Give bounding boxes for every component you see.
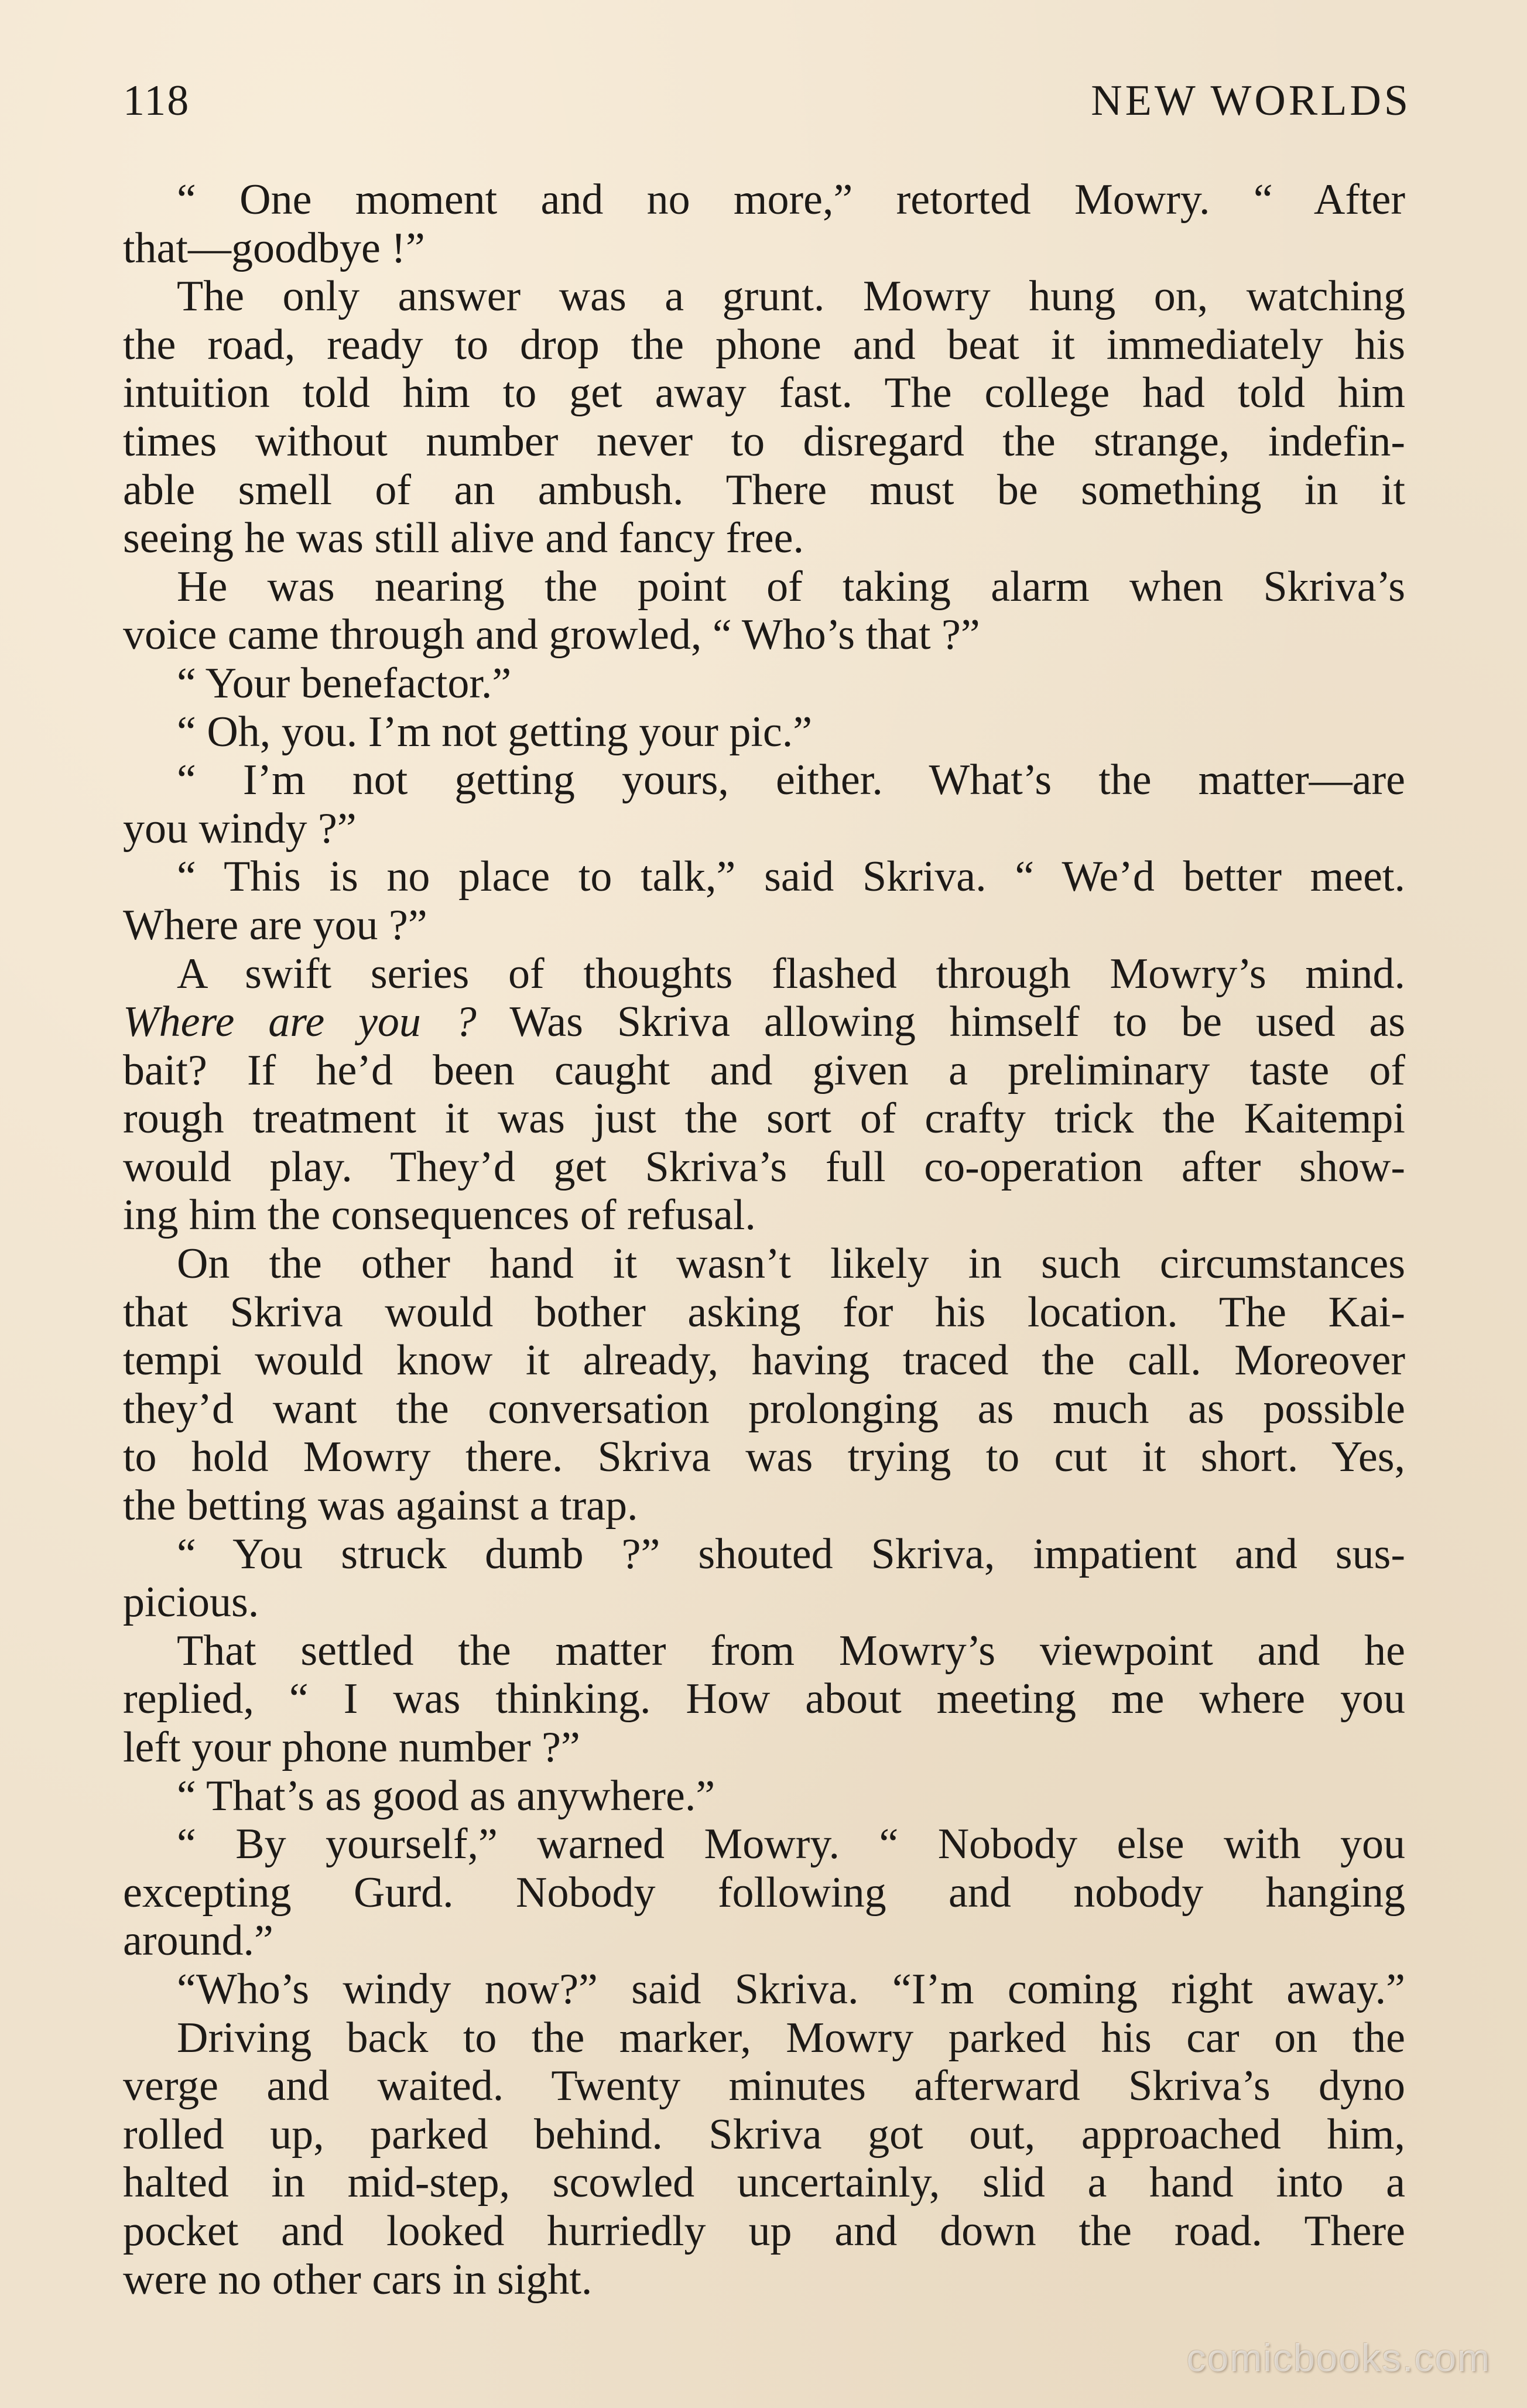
text-line: “ By yourself,” warned Mowry. “ Nobody else with you [177, 1820, 1405, 1869]
text-line: around.” [123, 1917, 273, 1965]
body-text [123, 176, 1405, 2304]
text-line: “ Your benefactor.” [177, 659, 512, 707]
text-line: that Skriva would bother asking for his location. The Kai- [123, 1288, 1405, 1336]
text-line: “ You struck dumb ?” shouted Skriva, impatient and sus- [177, 1530, 1405, 1578]
text-line: Where are you ?” [123, 901, 427, 949]
text-line: The only answer was a grunt. Mowry hung on, watching [177, 272, 1405, 321]
text-run: Was Skriva allowing himself to be used as [476, 998, 1405, 1046]
text-line: A swift series of thoughts flashed through Mowry’s mind. [177, 949, 1405, 998]
text-line: verge and waited. Twenty minutes afterward Skriva’s dyno [123, 2062, 1405, 2111]
text-line-mixed [123, 998, 1405, 1046]
text-line: the betting was against a trap. [123, 1482, 638, 1530]
text-line: On the other hand it wasn’t likely in such circumstances [177, 1240, 1405, 1288]
text-line: seeing he was still alive and fancy free. [123, 514, 804, 563]
text-line: times without number never to disregard the strange, indefin- [123, 417, 1405, 466]
text-line: rolled up, parked behind. Skriva got out, approached him, [123, 2110, 1405, 2159]
text-line: to hold Mowry there. Skriva was trying to cut it short. Yes, [123, 1433, 1405, 1482]
text-line: Driving back to the marker, Mowry parked his car on the [177, 2013, 1405, 2062]
text-line: “ One moment and no more,” retorted Mowry. “ After [177, 176, 1405, 224]
text-line: voice came through and growled, “ Who’s that ?” [123, 611, 980, 659]
text-line: ing him the consequences of refusal. [123, 1191, 756, 1240]
watermark: comicbooks.com [1186, 2336, 1491, 2379]
text-line: able smell of an ambush. There must be something in it [123, 466, 1405, 514]
italic-phrase: Where are you ? [123, 998, 477, 1046]
text-line: rough treatment it was just the sort of crafty trick the Kaitempi [123, 1094, 1405, 1143]
text-line: “ This is no place to talk,” said Skriva. “ We’d better meet. [177, 853, 1405, 901]
text-line: “Who’s windy now?” said Skriva. “I’m coming right away.” [177, 1965, 1405, 2013]
text-line: bait? If he’d been caught and given a preliminary taste of [123, 1046, 1405, 1094]
text-line: “ Oh, you. I’m not getting your pic.” [177, 707, 813, 756]
text-line: the road, ready to drop the phone and beat it immediately his [123, 320, 1405, 369]
text-line: halted in mid-step, scowled uncertainly, slid a hand into a [123, 2159, 1405, 2207]
page-header [123, 76, 1411, 141]
text-line: were no other cars in sight. [123, 2255, 593, 2304]
text-line: tempi would know it already, having traced the call. Moreover [123, 1336, 1405, 1385]
text-line: “ I’m not getting yours, either. What’s the matter—are [177, 756, 1405, 805]
text-line: would play. They’d get Skriva’s full co-operation after show- [123, 1143, 1405, 1191]
text-line: left your phone number ?” [123, 1723, 580, 1771]
text-line: replied, “ I was thinking. How about meeting me where you [123, 1675, 1405, 1723]
text-line: they’d want the conversation prolonging as much as possible [123, 1384, 1405, 1433]
running-title: NEW WORLDS [1091, 77, 1411, 125]
text-line: intuition told him to get away fast. The college had told him [123, 369, 1405, 418]
text-line: that—goodbye !” [123, 224, 425, 272]
text-line: pocket and looked hurriedly up and down the road. There [123, 2207, 1405, 2255]
text-line: He was nearing the point of taking alarm when Skriva’s [177, 562, 1405, 611]
text-line: That settled the matter from Mowry’s viewpoint and he [177, 1626, 1405, 1675]
text-line: you windy ?” [123, 804, 357, 853]
text-line: picious. [123, 1578, 259, 1627]
text-line: “ That’s as good as anywhere.” [177, 1771, 715, 1820]
text-line: excepting Gurd. Nobody following and nobody hanging [123, 1868, 1405, 1917]
page-number: 118 [123, 77, 190, 125]
